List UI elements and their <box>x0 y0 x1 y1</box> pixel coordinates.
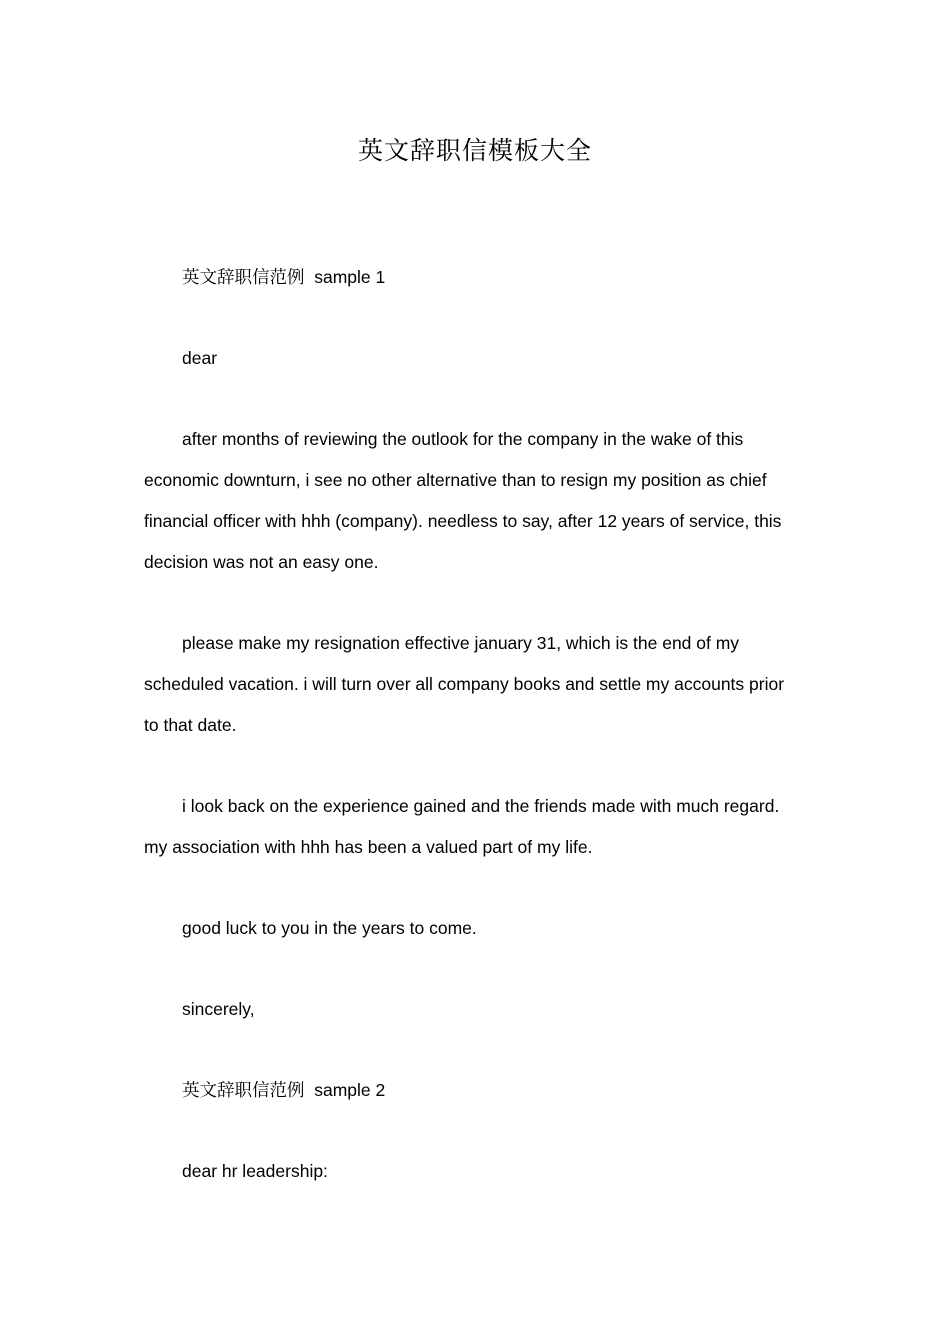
para2-line2: scheduled vacation. i will turn over all company books and settle my accounts prior <box>144 674 785 694</box>
para1-line4: decision was not an easy one. <box>144 552 379 572</box>
document-title: 英文辞职信模板大全 <box>357 136 592 165</box>
salutation-2: dear hr leadership: <box>182 1161 328 1181</box>
para3-line2: my association with hhh has been a valued part of my life. <box>144 837 593 857</box>
sample2-heading-cn: 英文辞职信范例 <box>182 1081 305 1101</box>
para1-line3: financial officer with hhh (company). needless to say, after 12 years of service, this <box>144 511 782 531</box>
sample1-heading-en: sample 1 <box>314 267 386 287</box>
para2-line1: please make my resignation effective january 31, which is the end of my <box>182 633 740 653</box>
para2-line3: to that date. <box>144 715 237 735</box>
para3-line1: i look back on the experience gained and the friends made with much regard. <box>182 796 780 816</box>
sample1-heading-cn: 英文辞职信范例 <box>182 268 305 288</box>
signoff: sincerely, <box>182 999 255 1019</box>
closing-line: good luck to you in the years to come. <box>182 918 477 938</box>
sample1-heading <box>182 265 842 290</box>
para1-line2: economic downturn, i see no other alternative than to resign my position as chief <box>144 470 767 490</box>
salutation-1: dear <box>182 348 218 368</box>
sample2-heading-en: sample 2 <box>314 1080 386 1100</box>
para1-line1: after months of reviewing the outlook for the company in the wake of this <box>182 429 744 449</box>
sample2-heading <box>182 1078 842 1103</box>
